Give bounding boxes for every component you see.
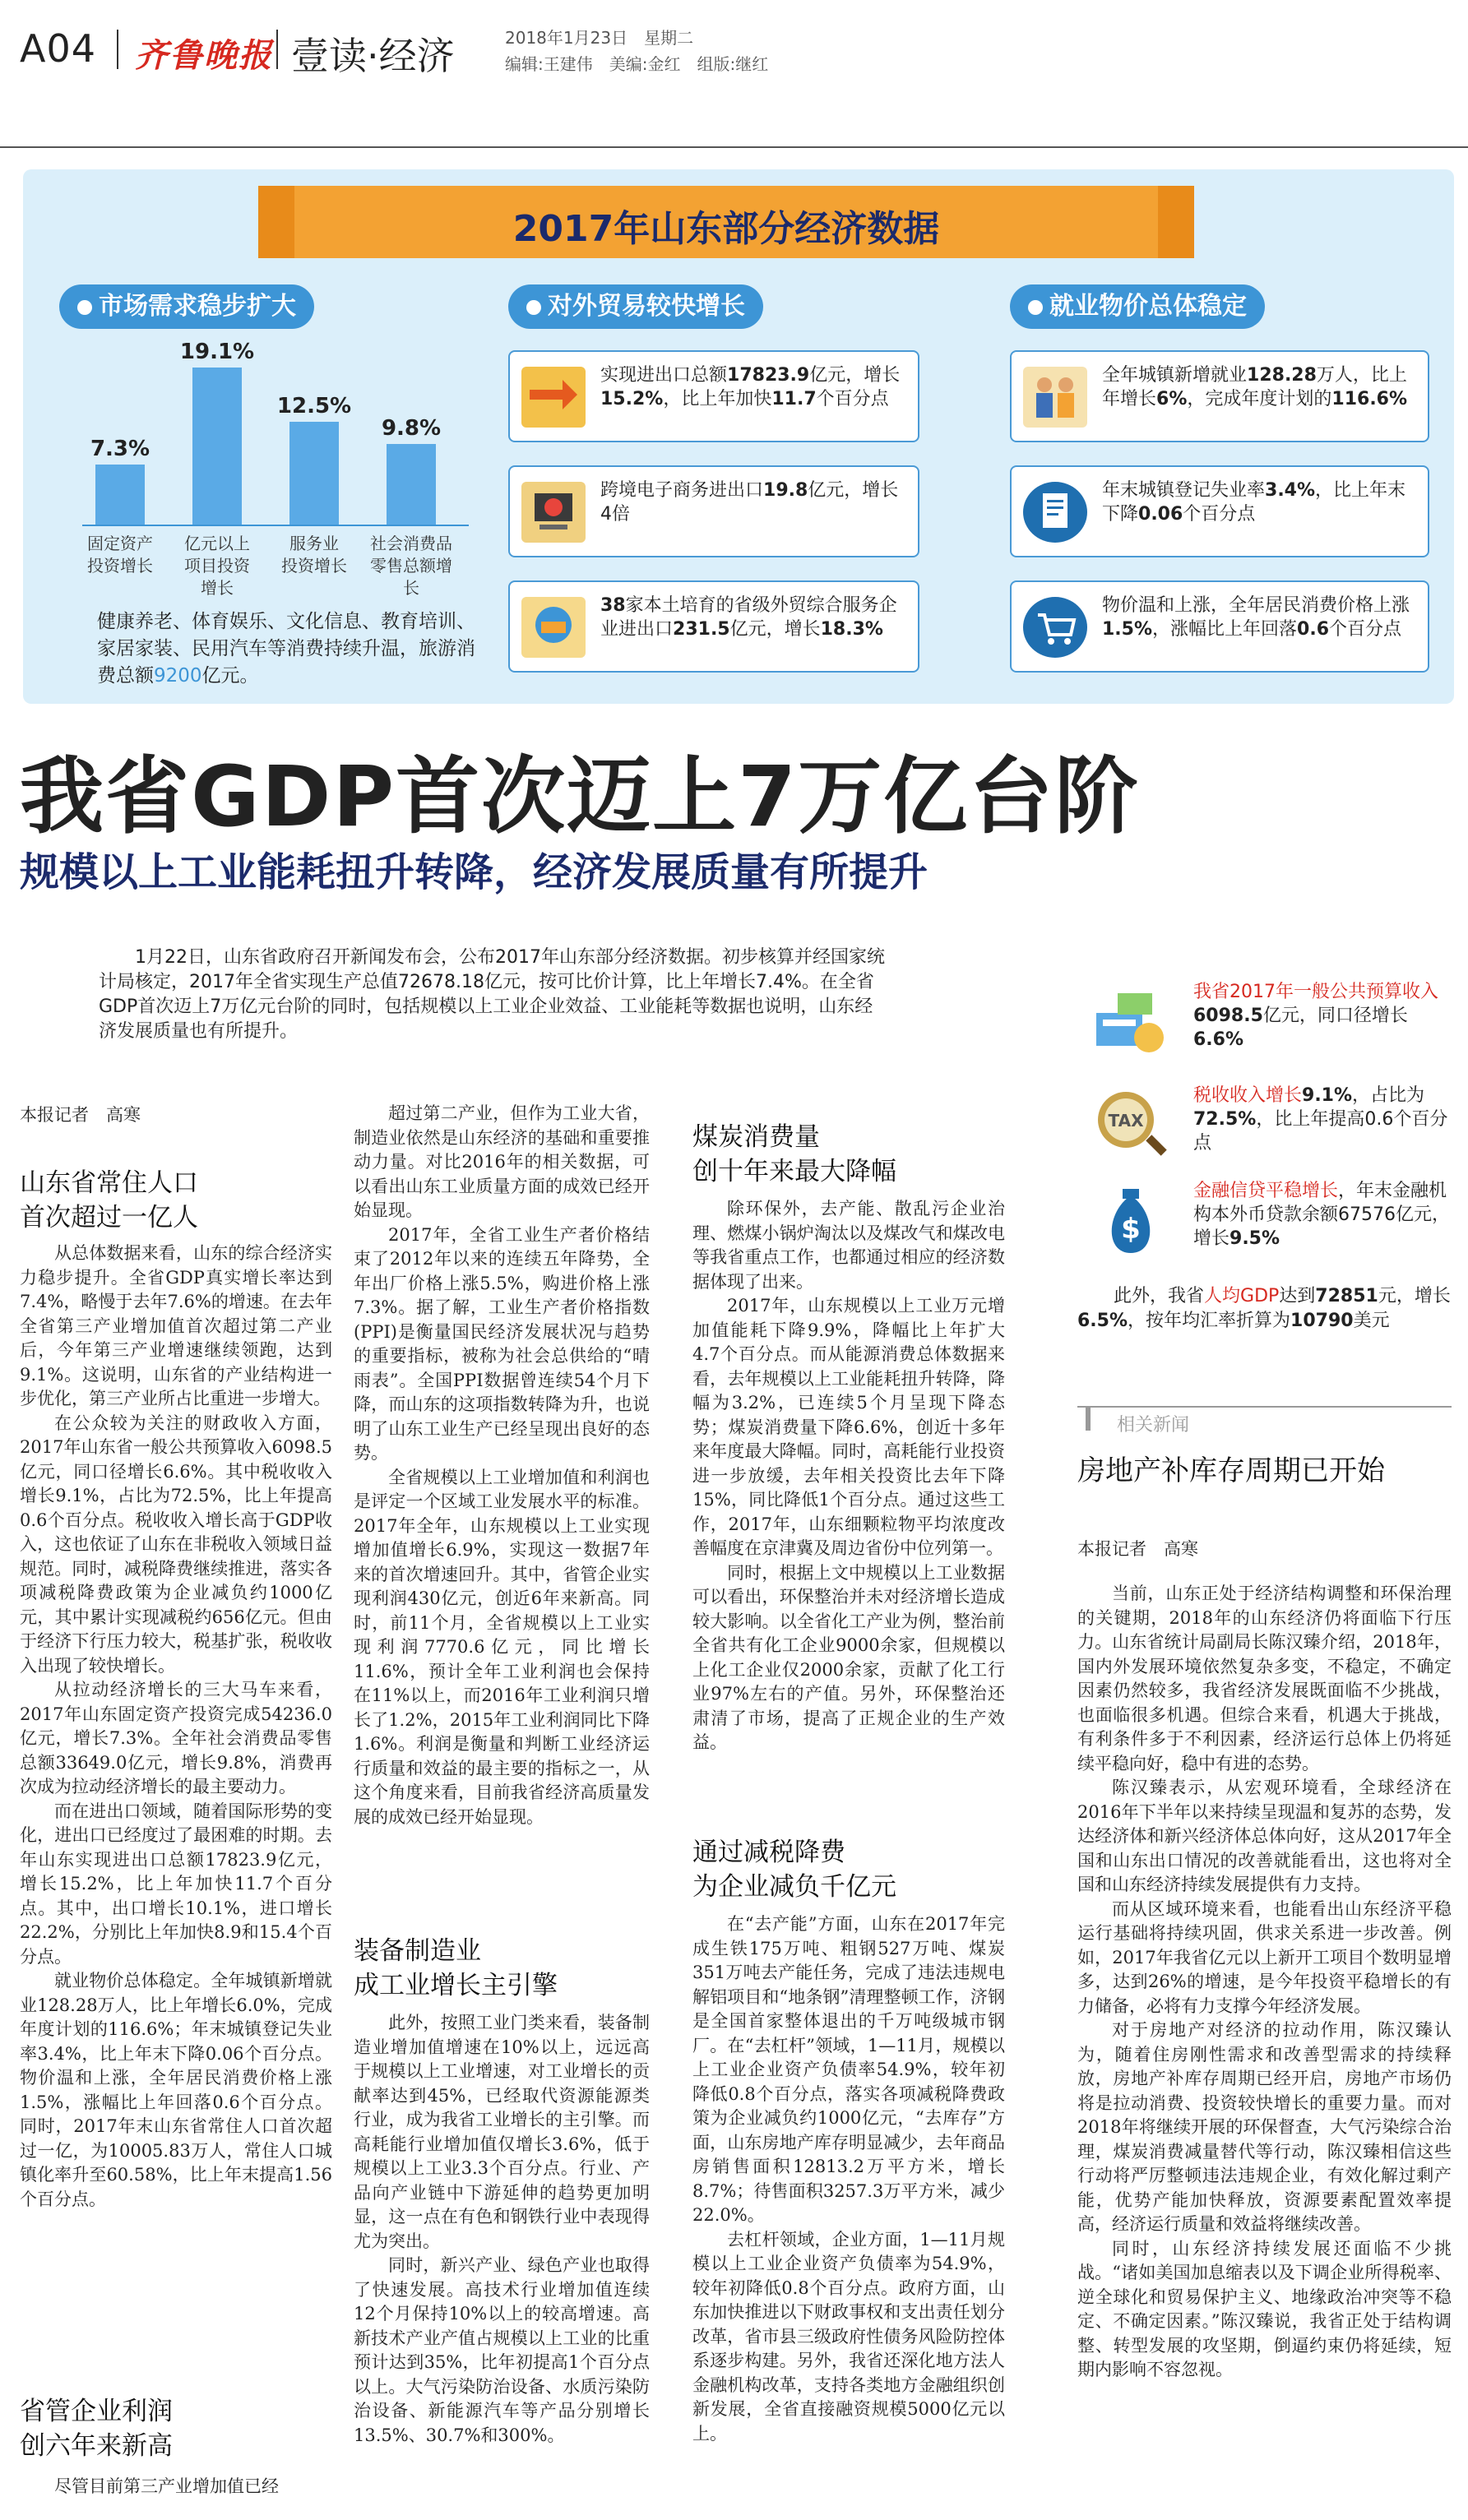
employment-card — [1010, 580, 1429, 673]
credit-text: 金融信贷平稳增长，年末金融机构本外币贷款余额67576亿元，增长9.5% — [1193, 1181, 1450, 1249]
workers-icon — [1023, 367, 1087, 428]
svg-text:$: $ — [1121, 1213, 1141, 1246]
chart-category-label: 零售总额增 — [370, 556, 452, 576]
tourism-total-value: 9200 — [154, 665, 202, 687]
employment-card — [1010, 465, 1429, 557]
related-reporter: 本报记者 高寒 — [1077, 1539, 1198, 1559]
newspaper-brand: 齐鲁晚报 — [135, 36, 273, 75]
svg-text:TAX: TAX — [1108, 1111, 1144, 1131]
infographic-panel — [23, 169, 1454, 704]
reporter-byline: 本报记者 高寒 — [20, 1105, 141, 1125]
credit-card — [1090, 1179, 1452, 1269]
employment-card-text: 年末城镇登记失业率3.4%，比上年末下降0.06个百分点 — [1102, 480, 1406, 525]
article-column-3b — [692, 1912, 1005, 2504]
unemployment-form-icon — [1023, 482, 1087, 543]
chart-category-label: 投资增长 — [281, 556, 347, 576]
section-title: 装备制造业 成工业增长主引擎 — [354, 1936, 558, 2000]
paragraph: 在“去产能”方面，山东在2017年完成生铁175万吨、粗钢527万吨、煤炭351万吨去产能任务，完成了违法违规电解铝项目和“地条钢”清理整顿工作，济钢是全国首家整体退出的千万吨级城市钢厂。在“去杠杆”领域，1—11月，规模以上工业企业资产负债率54.9%，较年初降低0.8个百分点，落实各项减税降费政策为企业减负约1000亿元，“去库存”方面，山东房地产库存明显减少，去年商品房销售面积12813.2万平方米，增长8.7%；待售面积3257.3万平方米，减少22.0%。 — [692, 1914, 1005, 2225]
market-demand-heading: 市场需求稳步扩大 — [59, 284, 314, 329]
tax-revenue-text: 税收收入增长9.1%，占比为72.5%，比上年提高0.6个百分点 — [1193, 1085, 1448, 1154]
trade-card-text: 实现进出口总额17823.9亿元，增长15.2%，比上年加快11.7个百分点 — [600, 365, 901, 409]
sub-headline: 规模以上工业能耗扭升转降，经济发展质量有所提升 — [20, 849, 928, 895]
article-column-2b — [354, 2011, 650, 2504]
employment-card-text: 物价温和上涨，全年居民消费价格上涨1.5%，涨幅比上年回落0.6个百分点 — [1102, 595, 1410, 640]
paragraph: 同时，山东经济持续发展还面临不少挑战。“诸如美国加息缩表以及下调企业所得税率、逆全球化和贸易保护主义、地缘政治冲突等不稳定、不确定因素。”陈汉臻说，我省正处于结构调整、转型发展的攻坚期，倒逼约束仍将延续，短期内影响不容忽视。 — [1077, 2238, 1452, 2379]
header-rule — [0, 146, 1468, 148]
chart-bar — [95, 465, 145, 525]
consumption-note: 健康养老、体育娱乐、文化信息、教育培训、家居家装、民用汽车等消费持续升温，旅游消费总额9200亿元。 — [97, 611, 475, 687]
employment-card — [1010, 350, 1429, 442]
issue-date: 2018年1月23日 星期二 — [505, 28, 694, 48]
budget-revenue-text: 我省2017年一般公共预算收入6098.5亿元，同口径增长6.6% — [1193, 982, 1438, 1050]
infographic-banner — [294, 186, 1158, 258]
editor-credits: 编辑:王建伟 美编:金红 组版:继红 — [505, 54, 769, 74]
paragraph: 而从区域环境来看，也能看出山东经济平稳运行基础将持续巩固，供求关系进一步改善。例如，2017年我省亿元以上新开工项目个数明显增多，达到26%的增速，是今年投资平稳增长的有力储备，必将有力支撑今年经济发展。 — [1077, 1898, 1452, 2016]
calculator-money-icon — [1090, 980, 1172, 1062]
chart-bar — [387, 444, 436, 525]
tax-magnifier-icon — [1090, 1084, 1172, 1166]
shopping-cart-icon — [1023, 597, 1087, 658]
section-name: 壹读·经济 — [291, 34, 455, 78]
per-capita-gdp-note: 此外，我省人均GDP达到72851元，增长6.5%，按年均汇率折算为10790美元 — [1077, 1286, 1451, 1331]
chart-category-label: 亿元以上 — [184, 534, 250, 553]
article-column-1 — [20, 1242, 332, 2360]
paragraph: 当前，山东正处于经济结构调整和环保治理的关键期，2018年的山东经济仍将面临下行压力。山东省统计局副局长陈汉臻介绍，2018年，国内外发展环境依然复杂多变，不稳定，不确定因素仍然较多，我省经济发展既面临不少挑战，也面临很多机遇。但综合来看，机遇大于挑战，有利条件多于不利因素，经济运行总体上仍将延续平稳向好，稳中有进的态势。 — [1077, 1584, 1452, 1773]
chart-value-label: 12.5% — [276, 394, 352, 418]
article-column-2 — [354, 1102, 650, 1924]
chart-category-label: 社会消费品 — [370, 534, 452, 553]
section-title: 通过减税降费 为企业减负千亿元 — [692, 1838, 896, 1902]
trade-card-text: 跨境电子商务进出口19.8亿元，增长4倍 — [600, 480, 899, 525]
chart-category-label: 固定资产 — [87, 534, 153, 553]
chart-value-label: 9.8% — [381, 416, 442, 441]
header-divider — [117, 30, 118, 69]
foreign-trade-heading: 对外贸易较快增长 — [508, 284, 763, 329]
paragraph: 2017年，全省工业生产者价格结束了2012年以来的连续五年降势，全年出厂价格上涨5.5%，购进价格上涨7.3%。据了解，工业生产者价格指数(PPI)是衡量国民经济发展状况与趋势的重要指标，被称为社会总供给的“晴雨表”。全国PPI数据曾连续54个月下降，而山东的这项指数转降为升，也说明了山东工业生产已经呈现出良好的态势。 — [354, 1224, 650, 1463]
chart-value-label: 7.3% — [90, 437, 151, 461]
chart-category-label: 长 — [403, 578, 419, 598]
paragraph: 而在进出口领域，随着国际形势的变化，进出口已经度过了最困难的时期。去年山东实现进出口总额17823.9亿元，增长15.2%，比上年加快11.7个百分点。其中，出口增长10.1%，进口增长22.2%，分别比上年加快8.9和15.4个百分点。 — [20, 1801, 332, 1967]
trade-card — [508, 580, 919, 673]
chart-bar — [192, 368, 242, 525]
section-title: 山东省常住人口 首次超过一亿人 — [20, 1168, 198, 1232]
article-column-1-tail: 尽管目前第三产业增加值已经 — [54, 2476, 279, 2496]
chart-category-label: 服务业 — [289, 534, 339, 553]
bullet-icon — [526, 300, 541, 315]
budget-revenue-card — [1090, 980, 1452, 1070]
paragraph: 全省规模以上工业增加值和利润也是评定一个区域工业发展水平的标准。2017年全年，山东规模以上工业实现增加值增长6.9%，实现这一数据7年来的首次增速回升。其中，省管企业实现利润430亿元，创近6年来新高。同时，前11个月，全省规模以上工业实现利润7770.6亿元，同比增长11.6%，预计全年工业利润也会保持在11%以上，而2016年工业利润只增长了1.2%，2015年工业利润同比下降1.6%。利润是衡量和判断工业经济运行质量和效益的最主要的指标之一，从这个角度来看，目前我省经济高质量发展的成效已经开始显现。 — [354, 1467, 650, 1827]
related-title: 房地产补库存周期已开始 — [1077, 1454, 1385, 1487]
chart-value-label: 19.1% — [179, 340, 255, 364]
bullet-icon — [1028, 300, 1043, 315]
chart-category-label: 增长 — [201, 578, 234, 598]
chart-baseline — [82, 525, 469, 526]
employment-price-heading: 就业物价总体稳定 — [1010, 284, 1265, 329]
main-headline: 我省GDP首次迈上7万亿台阶 — [20, 748, 1141, 846]
exchange-arrows-icon — [521, 367, 586, 428]
trade-card — [508, 465, 919, 557]
trade-card — [508, 350, 919, 442]
paragraph: 从拉动经济增长的三大马车来看，2017年山东固定资产投资完成54236.0亿元，增长7.3%。全年社会消费品零售总额33649.0亿元，增长9.8%，消费再次成为拉动经济增长的最主要动力。 — [20, 1680, 332, 1796]
paragraph: 2017年，山东规模以上工业万元增加值能耗下降9.9%，降幅比上年扩大4.7个百分点。而从能源消费总体数据来看，去年规模以上工业能耗扭升转降，降幅为3.2%，已连续5个月呈现下降态势；煤炭消费量下降6.6%，创近十多年来年度最大降幅。同时，高耗能行业投资进一步放缓，去年相关投资比去年下降15%，同比降低1个百分点。通过这些工作，2017年，山东细颗粒物平均浓度改善幅度在京津冀及周边省份中位列第一。 — [692, 1296, 1005, 1558]
chart-bar — [289, 422, 339, 525]
trade-card-text: 38家本土培育的省级外贸综合服务企业进出口231.5亿元，增长18.3% — [600, 595, 897, 640]
tab-marker — [1086, 1408, 1091, 1431]
page-header — [20, 18, 1451, 84]
page-number: A04 — [20, 26, 97, 71]
lead-paragraph: 1月22日，山东省政府召开新闻发布会，公布2017年山东部分经济数据。初步核算并经国家统计局核定，2017年全省实现生产总值72678.18亿元，按可比价计算，比上年增长7.4%。在全省GDP首次迈上7万亿元台阶的同时，包括规模以上工业企业效益、工业能耗等数据也说明，山东经济发展质量也有所提升。 — [99, 947, 885, 1042]
paragraph: 从总体数据来看，山东的综合经济实力稳步提升。全省GDP真实增长率达到7.4%，略慢于去年7.6%的增速。在去年全省第三产业增加值首次超过第二产业后，今年第三产业增速继续领跑，达到9.1%。这说明，山东省的产业结构进一步优化，第三产业所占比重进一步增大。 — [20, 1243, 332, 1408]
paragraph: 就业物价总体稳定。全年城镇新增就业128.28万人，比上年增长6.0%，完成年度计划的116.6%；年末城镇登记失业率3.4%，比上年末下降0.06个百分点。物价温和上涨，全年居民消费价格上涨1.5%，涨幅比上年回落0.6个百分点。同时，2017年末山东省常住人口首次超过一亿，为10005.83万人，常住人口城镇化率升至60.58%，比上年末提高1.56个百分点。 — [20, 1971, 332, 2209]
paragraph: 对于房地产对经济的拉动作用，陈汉臻认为，随着住房刚性需求和改善型需求的持续释放，房地产补库存周期已经开启，房地产市场仍将是拉动消费、投资较快增长的重要力量。而对2018年将继续开展的环保督查，大气污染综合治理，煤炭消费减量替代等行动，陈汉臻相信这些行动将严厉整顿违法违规企业，有效化解过剩产能，优势产能加快释放，资源要素配置效率提高，经济运行质量和效益将继续改善。 — [1077, 2020, 1452, 2234]
infographic-title: 2017年山东部分经济数据 — [512, 208, 940, 250]
related-article-body — [1077, 1582, 1452, 2503]
section-title: 省管企业利润 创六年来新高 — [20, 2397, 173, 2461]
chart-category-label: 项目投资 — [184, 556, 250, 576]
money-bag-icon — [1090, 1179, 1172, 1261]
trade-truck-icon — [521, 597, 586, 658]
ecommerce-globe-icon — [521, 482, 586, 543]
related-news-tab: 相关新闻 — [1077, 1406, 1452, 1434]
paragraph: 除环保外，去产能、散乱污企业治理、燃煤小锅炉淘汰以及煤改气和煤改电等我省重点工作，也都通过相应的经济数据体现了出来。 — [692, 1199, 1005, 1292]
section-title: 煤炭消费量 创十年来最大降幅 — [692, 1122, 896, 1186]
tax-revenue-card — [1090, 1084, 1452, 1174]
paragraph: 同时，新兴产业、绿色产业也取得了快速发展。高技术行业增加值连续12个月保持10%以上的较高增速。高新技术产业产值占规模以上工业的比重预计达到35%，比年初提高1个百分点以上。大气污染防治设备、水质污染防治设备、新能源汽车等产品分别增长13.5%、30.7%和300%。 — [354, 2255, 650, 2445]
chart-category-label: 投资增长 — [87, 556, 153, 576]
paragraph: 同时，根据上文中规模以上工业数据可以看出，环保整治并未对经济增长造成较大影响。以全省化工产业为例，整治前全省共有化工企业9000余家，但规模以上化工企业仅2000余家，贡献了化工行业97%左右的产值。另外，环保整治还肃清了市场，提高了正规企业的生产效益。 — [692, 1562, 1005, 1752]
bullet-icon — [77, 300, 92, 315]
paragraph: 陈汉臻表示，从宏观环境看，全球经济在2016年下半年以来持续呈现温和复苏的态势，发达经济体和新兴经济体总体向好，这从2017年全国和山东出口情况的改善就能看出，这也将对全国和山东经济持续发展提供有力支持。 — [1077, 1778, 1452, 1894]
employment-card-text: 全年城镇新增就业128.28万人，比上年增长6%，完成年度计划的116.6% — [1102, 365, 1408, 409]
paragraph: 超过第二产业，但作为工业大省，制造业依然是山东经济的基础和重要推动力量。对比2016年的相关数据，可以看出山东工业质量方面的成效已经开始显现。 — [354, 1103, 650, 1220]
article-column-3 — [692, 1197, 1005, 1814]
header-divider — [276, 30, 278, 69]
paragraph: 去杠杆领域，企业方面，1—11月规模以上工业企业资产负债率为54.9%，较年初降低0.8个百分点。政府方面，山东加快推进以下财政事权和支出责任划分改革，省市县三级政府性债务风险防控体系逐步构建。另外，我省还深化地方法人金融机构改革，支持各类地方金融组织创新发展，全省直接融资规模5000亿元以上。 — [692, 2229, 1005, 2444]
paragraph: 此外，按照工业门类来看，装备制造业增加值增速在10%以上，远远高于规模以上工业增速，对工业增长的贡献率达到45%，已经取代资源能源类行业，成为我省工业增长的主引擎。而高耗能行业增加值仅增长3.6%，低于规模以上工业3.3个百分点。行业、产品向产业链中下游延伸的趋势更加明显，这一点在有色和钢铁行业中表现得尤为突出。 — [354, 2013, 650, 2251]
paragraph: 在公众较为关注的财政收入方面，2017年山东省一般公共预算收入6098.5亿元，同口径增长6.6%。其中税收收入增长9.1%，占比为72.5%，比上年提高0.6个百分点。税收收入增长高于GDP收入，这也依证了山东在非税收入领域日益规范。同时，减税降费继续推进，落实各项减税降费政策为企业减负约1000亿元，其中累计实现减税约656亿元。但由于经济下行压力较大，税基扩张，税收收入出现了较快增长。 — [20, 1413, 332, 1676]
